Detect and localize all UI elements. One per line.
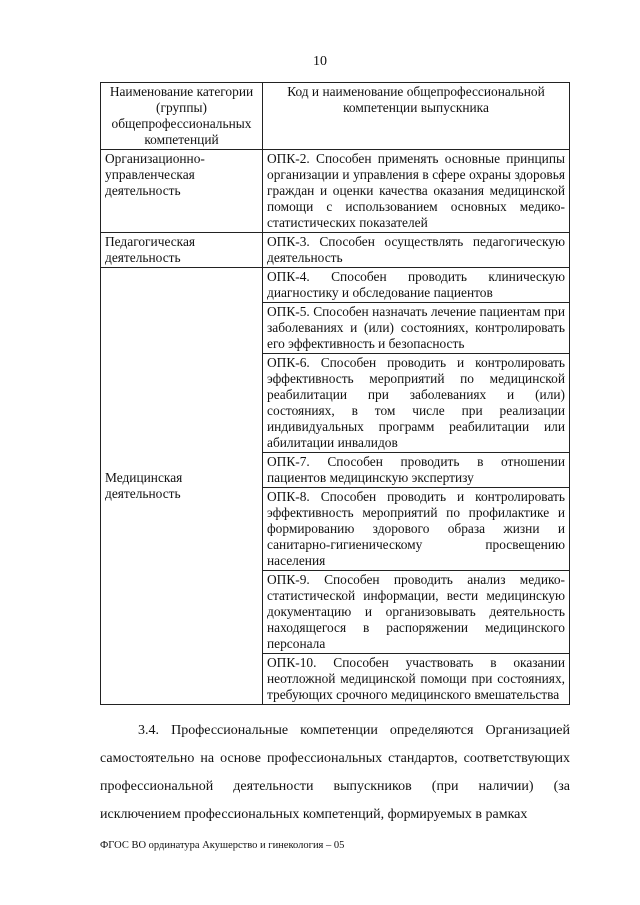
category-med: Медицинская деятельность	[101, 268, 263, 705]
opk-8: ОПК-8. Способен проводить и контролировать эффективность мероприятий по профилактике и формированию здорового образа жизни и санитарно-гигиеническому просвещению населения	[263, 488, 570, 571]
paragraph-3-4	[100, 717, 570, 829]
table-row	[101, 233, 570, 268]
table-row	[101, 150, 570, 233]
opk-10: ОПК-10. Способен участвовать в оказании неотложной медицинской помощи при состояниях, требующих срочного медицинского вмешательства	[263, 654, 570, 705]
opk-7: ОПК-7. Способен проводить в отношении пациентов медицинскую экспертизу	[263, 453, 570, 488]
opk-2: ОПК-2. Способен применять основные принципы организации и управления в сфере охраны здоровья граждан и оценки качества оказания медицинской помощи с использованием основных медико-статистических показателей	[263, 150, 570, 233]
page-number: 10	[313, 54, 327, 69]
opk-9: ОПК-9. Способен проводить анализ медико-статистической информации, вести медицинскую документацию и организовывать деятельность находящегося в распоряжении медицинского персонала	[263, 571, 570, 654]
header-code: Код и наименование общепрофессиональной компетенции выпускника	[263, 83, 570, 150]
paragraph-text: 3.4. Профессиональные компетенции определяются Организацией самостоятельно на основе профессиональных стандартов, соответствующих профессиональной деятельности выпускников (при наличии) (за исключением профессиональных компетенций, формируемых в рамках	[100, 723, 570, 822]
competencies-table	[100, 82, 570, 705]
opk-3: ОПК-3. Способен осуществлять педагогическую деятельность	[263, 233, 570, 268]
category-ped: Педагогическая деятельность	[101, 233, 263, 268]
opk-4: ОПК-4. Способен проводить клиническую диагностику и обследование пациентов	[263, 268, 570, 303]
opk-5: ОПК-5. Способен назначать лечение пациентам при заболеваниях и (или) состояниях, контролировать его эффективность и безопасность	[263, 303, 570, 354]
table-row	[101, 268, 570, 303]
category-org: Организационно-управленческая деятельность	[101, 150, 263, 233]
header-category: Наименование категории (группы) общепрофессиональных компетенций	[101, 83, 263, 150]
opk-6: ОПК-6. Способен проводить и контролировать эффективность мероприятий по медицинской реабилитации при заболеваниях и (или) состояниях, в том числе при реализации индивидуальных программ реабилитации или абилитации инвалидов	[263, 354, 570, 453]
table-header-row	[101, 83, 570, 150]
footer: ФГОС ВО ординатура Акушерство и гинекология – 05	[100, 840, 345, 851]
